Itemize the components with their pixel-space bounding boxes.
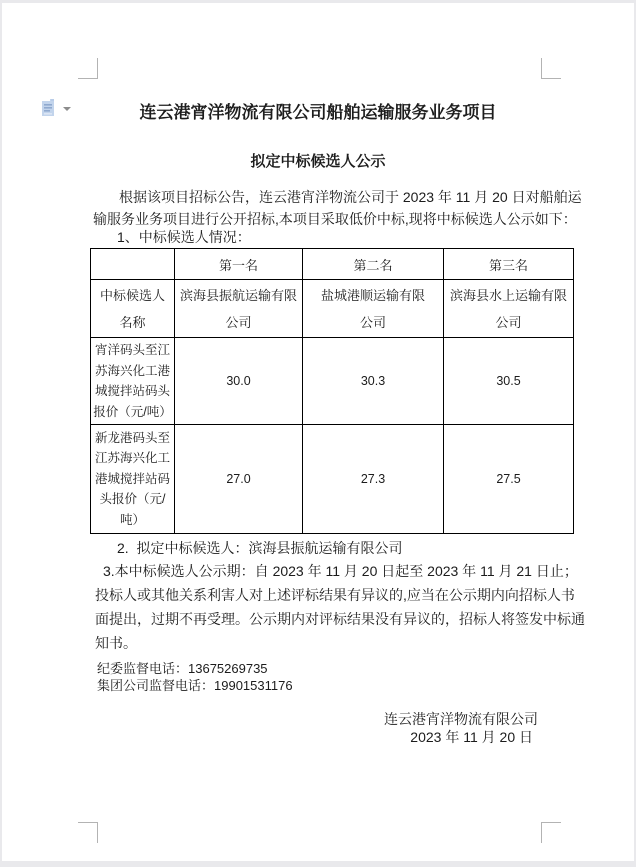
document-title: 连云港宵洋物流有限公司船舶运输服务业务项目 — [139, 103, 497, 122]
price-value-cell: 27.5 — [444, 425, 574, 534]
price-value-cell: 27.3 — [303, 425, 444, 534]
rank-header-cell: 第三名 — [444, 249, 574, 280]
candidate-name-cell: 滨海县水上运输有限 公司 — [444, 280, 574, 338]
price-value-cell: 30.5 — [444, 338, 574, 425]
price-value-cell: 30.3 — [303, 338, 444, 425]
discipline-phone-line: 纪委监督电话：13675269735 — [97, 661, 268, 676]
note-line-1: 2. 拟定中标候选人：滨海县振航运输有限公司 — [117, 540, 403, 556]
intro-line-1: 根据该项目招标公告，连云港宵洋物流公司于 2023 年 11 月 20 日对船舶运 — [119, 189, 582, 205]
margin-corner-mark-top-right — [541, 58, 561, 79]
margin-corner-mark-top-left — [78, 58, 98, 79]
price-value-cell: 27.0 — [175, 425, 303, 534]
document-subtitle: 拟定中标候选人公示 — [250, 153, 386, 170]
rank-header-cell: 第二名 — [303, 249, 444, 280]
note-line-3: 投标人或其他关系利害人对上述评标结果有异议的,应当在公示期内向招标人书 — [95, 587, 575, 603]
margin-corner-mark-bottom-right — [541, 822, 561, 843]
table-corner-cell — [91, 249, 175, 280]
margin-corner-mark-bottom-left — [78, 822, 98, 843]
route-label-cell: 宵洋码头至江 苏海兴化工港 城搅拌站码头 报价（元/吨） — [91, 338, 175, 425]
intro-line-3: 1、中标候选人情况： — [117, 229, 251, 245]
group-phone-line: 集团公司监督电话：19901531176 — [97, 678, 293, 693]
route-label-cell: 新龙港码头至 江苏海兴化工 港城搅拌站码 头报价（元/ 吨） — [91, 425, 175, 534]
row-label-cell: 中标候选人 名称 — [91, 280, 175, 338]
price-value-cell: 30.0 — [175, 338, 303, 425]
note-line-4: 面提出，过期不再受理。公示期内对评标结果没有异议的，招标人将签发中标通 — [95, 611, 585, 627]
signature-company: 连云港宵洋物流有限公司 — [384, 711, 538, 727]
rank-header-cell: 第一名 — [175, 249, 303, 280]
candidate-name-cell: 盐城港顺运输有限 公司 — [303, 280, 444, 338]
candidates-table — [90, 248, 574, 534]
note-line-2: 3.本中标候选人公示期：自 2023 年 11 月 20 日起至 2023 年 11 月 21 日止； — [103, 563, 578, 579]
candidate-name-cell: 滨海县振航运输有限 公司 — [175, 280, 303, 338]
note-line-5: 知书。 — [95, 635, 137, 651]
signature-date: 2023 年 11 月 20 日 — [410, 729, 533, 745]
intro-line-2: 输服务业务项目进行公开招标,本项目采取低价中标,现将中标候选人公示如下： — [93, 211, 577, 227]
